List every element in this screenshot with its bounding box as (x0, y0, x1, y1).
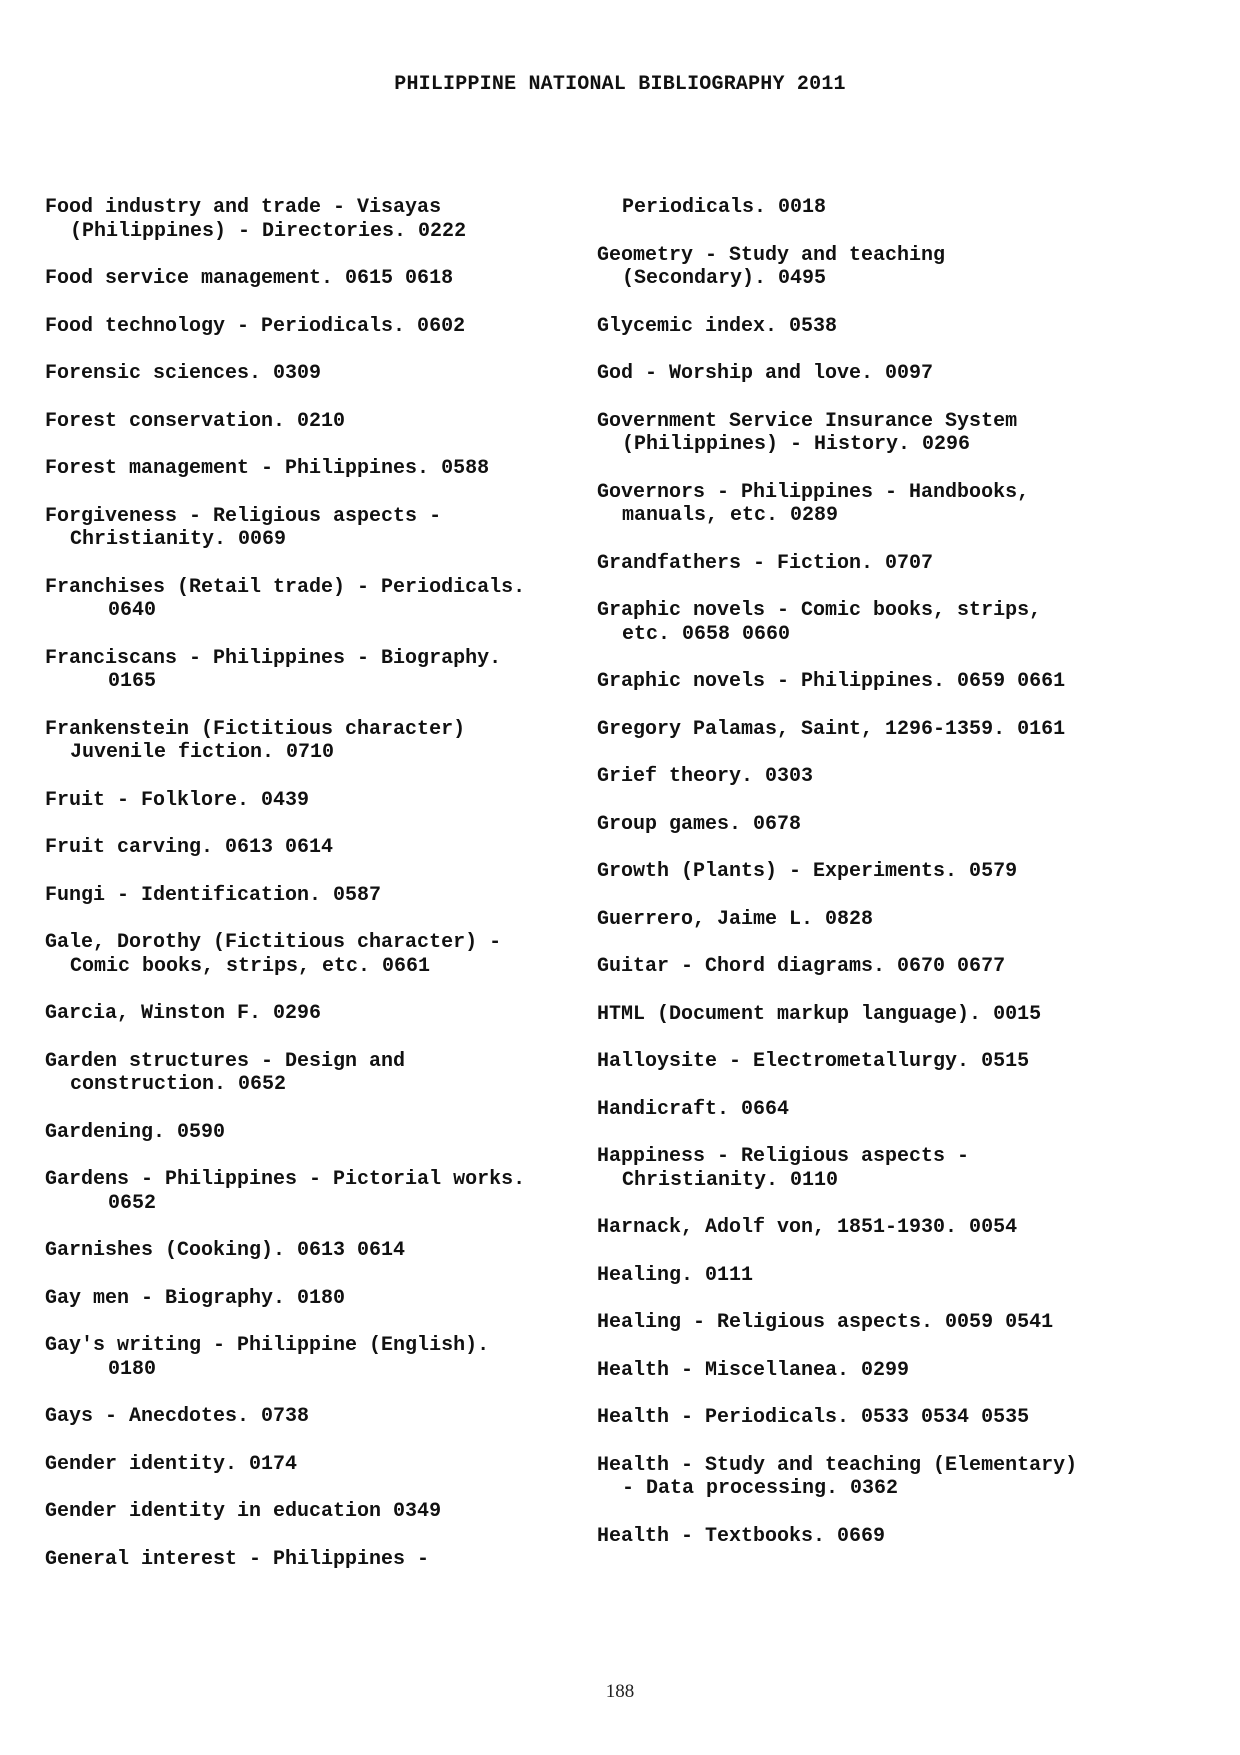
index-entry (597, 1003, 1197, 1027)
index-entry (45, 315, 575, 339)
index-entry (597, 196, 1197, 220)
index-entry-line: Healing. 0111 (597, 1263, 754, 1287)
index-entry-line: Gays - Anecdotes. 0738 (45, 1405, 310, 1428)
index-entry-line: Comic books, strips, etc. 0661 (70, 954, 431, 978)
index-entry (45, 1050, 575, 1097)
index-entry (45, 1121, 575, 1145)
index-entry-line: Happiness - Religious aspects - (597, 1145, 970, 1168)
index-column-left (45, 196, 575, 1595)
index-entry-line: Forest conservation. 0210 (45, 409, 346, 433)
index-entry (45, 1548, 575, 1572)
index-entry-line: Gay men - Biography. 0180 (45, 1286, 346, 1310)
index-entry (597, 410, 1197, 457)
index-entry (597, 599, 1197, 646)
index-entry (45, 931, 575, 978)
index-entry (597, 1145, 1197, 1192)
index-entry (45, 1500, 575, 1524)
index-entry-line: Fruit - Folklore. 0439 (45, 788, 310, 812)
index-entry-line: - Data processing. 0362 (622, 1477, 899, 1500)
index-entry-line: Forgiveness - Religious aspects - (45, 504, 442, 528)
index-entry (597, 481, 1197, 528)
index-entry-line: HTML (Document markup language). 0015 (597, 1002, 1042, 1026)
index-entry-line: Grandfathers - Fiction. 0707 (597, 551, 934, 575)
index-entry (597, 1098, 1197, 1122)
index-entry-line: construction. 0652 (70, 1073, 287, 1096)
index-entry-line: 0165 (108, 670, 157, 693)
index-entry-line: Gender identity. 0174 (45, 1452, 298, 1476)
index-entry-line: Forest management - Philippines. 0588 (45, 457, 490, 480)
index-entry-line: God - Worship and love. 0097 (597, 362, 934, 385)
index-entry-line: 0640 (108, 599, 157, 622)
index-entry (45, 410, 575, 434)
index-entry-line: Christianity. 0069 (70, 528, 287, 551)
index-entry-line: (Secondary). 0495 (622, 267, 827, 290)
index-entry-line: 0652 (108, 1191, 157, 1215)
index-entry (45, 267, 575, 291)
index-entry-line: Garden structures - Design and (45, 1049, 406, 1073)
index-entry (597, 813, 1197, 837)
index-entry (45, 1405, 575, 1429)
index-entry-line: etc. 0658 0660 (622, 622, 791, 646)
index-entry (45, 505, 575, 552)
index-entry (45, 457, 575, 481)
index-entry-line: Food service management. 0615 0618 (45, 267, 454, 290)
index-entry-line: Group games. 0678 (597, 812, 802, 836)
index-entry-line: Government Service Insurance System (597, 409, 1018, 433)
index-entry (45, 718, 575, 765)
index-entry-line: Franchises (Retail trade) - Periodicals. (45, 575, 526, 599)
index-entry-line: Forensic sciences. 0309 (45, 362, 322, 385)
index-entry-line: Food technology - Periodicals. 0602 (45, 314, 466, 338)
index-entry (45, 1334, 575, 1381)
index-entry-line: 0180 (108, 1357, 157, 1381)
index-entry-line: Grief theory. 0303 (597, 765, 814, 788)
index-entry-line: Gale, Dorothy (Fictitious character) - (45, 931, 502, 954)
index-entry (45, 1002, 575, 1026)
index-entry-line: (Philippines) - History. 0296 (622, 433, 971, 456)
index-entry (597, 1406, 1197, 1430)
index-entry (597, 1311, 1197, 1335)
index-entry-line: Guitar - Chord diagrams. 0670 0677 (597, 955, 1006, 978)
index-entry (597, 860, 1197, 884)
index-entry-line: Growth (Plants) - Experiments. 0579 (597, 860, 1018, 883)
index-entry-line: Graphic novels - Comic books, strips, (597, 599, 1042, 622)
index-entry (597, 552, 1197, 576)
index-entry (45, 836, 575, 860)
index-entry-line: Gregory Palamas, Saint, 1296-1359. 0161 (597, 717, 1066, 741)
page-number: 188 (605, 1681, 635, 1702)
index-entry-line: Governors - Philippines - Handbooks, (597, 480, 1030, 504)
index-entry (597, 1454, 1197, 1501)
index-entry-line: Periodicals. 0018 (622, 196, 827, 219)
index-entry (597, 315, 1197, 339)
index-entry (45, 1287, 575, 1311)
index-column-right (597, 196, 1197, 1572)
index-entry-line: Food industry and trade - Visayas (45, 196, 442, 219)
index-entry (45, 789, 575, 813)
index-entry (597, 908, 1197, 932)
index-entry (45, 647, 575, 694)
index-entry (597, 1264, 1197, 1288)
index-entry (597, 670, 1197, 694)
index-entry-line: Health - Periodicals. 0533 0534 0535 (597, 1406, 1030, 1429)
index-entry (597, 1525, 1197, 1549)
index-entry-line: Fungi - Identification. 0587 (45, 883, 382, 907)
index-entry-line: Frankenstein (Fictitious character) (45, 717, 466, 741)
index-entry-line: Juvenile fiction. 0710 (70, 741, 335, 764)
index-entry-line: Franciscans - Philippines - Biography. (45, 646, 502, 670)
index-entry-line: Geometry - Study and teaching (597, 243, 946, 267)
index-entry-line: Fruit carving. 0613 0614 (45, 836, 334, 859)
index-entry (45, 362, 575, 386)
index-entry (597, 1050, 1197, 1074)
index-entry-line: Garcia, Winston F. 0296 (45, 1002, 322, 1025)
index-entry (45, 1453, 575, 1477)
index-entry (597, 362, 1197, 386)
page-header-title: PHILIPPINE NATIONAL BIBLIOGRAPHY 2011 (394, 73, 846, 96)
index-entry-line: (Philippines) - Directories. 0222 (70, 219, 467, 243)
index-entry-line: Handicraft. 0664 (597, 1097, 790, 1121)
index-entry (597, 955, 1197, 979)
index-entry (597, 244, 1197, 291)
index-entry (597, 765, 1197, 789)
index-entry (597, 718, 1197, 742)
index-entry-line: Gardens - Philippines - Pictorial works. (45, 1168, 526, 1191)
index-entry-line: Garnishes (Cooking). 0613 0614 (45, 1239, 406, 1262)
index-entry-line: Health - Textbooks. 0669 (597, 1524, 886, 1548)
index-entry (45, 576, 575, 623)
index-entry (597, 1359, 1197, 1383)
index-entry-line: Healing - Religious aspects. 0059 0541 (597, 1311, 1054, 1334)
index-entry-line: Gay's writing - Philippine (English). (45, 1334, 490, 1357)
index-entry-line: Christianity. 0110 (622, 1168, 839, 1192)
index-entry-line: Glycemic index. 0538 (597, 314, 838, 338)
index-entry (45, 1239, 575, 1263)
index-entry-line: manuals, etc. 0289 (622, 504, 839, 527)
index-entry-line: Halloysite - Electrometallurgy. 0515 (597, 1050, 1030, 1073)
index-entry-line: Harnack, Adolf von, 1851-1930. 0054 (597, 1216, 1018, 1239)
index-entry (597, 1216, 1197, 1240)
index-entry (45, 196, 575, 243)
index-entry-line: Graphic novels - Philippines. 0659 0661 (597, 670, 1066, 693)
index-entry-line: Gender identity in education 0349 (45, 1500, 442, 1523)
index-entry-line: Gardening. 0590 (45, 1120, 226, 1144)
index-entry-line: Guerrero, Jaime L. 0828 (597, 907, 874, 931)
index-entry (45, 1168, 575, 1215)
index-entry-line: Health - Miscellanea. 0299 (597, 1358, 910, 1382)
index-entry-line: Health - Study and teaching (Elementary) (597, 1453, 1078, 1477)
index-entry (45, 884, 575, 908)
index-entry-line: General interest - Philippines - (45, 1547, 430, 1571)
